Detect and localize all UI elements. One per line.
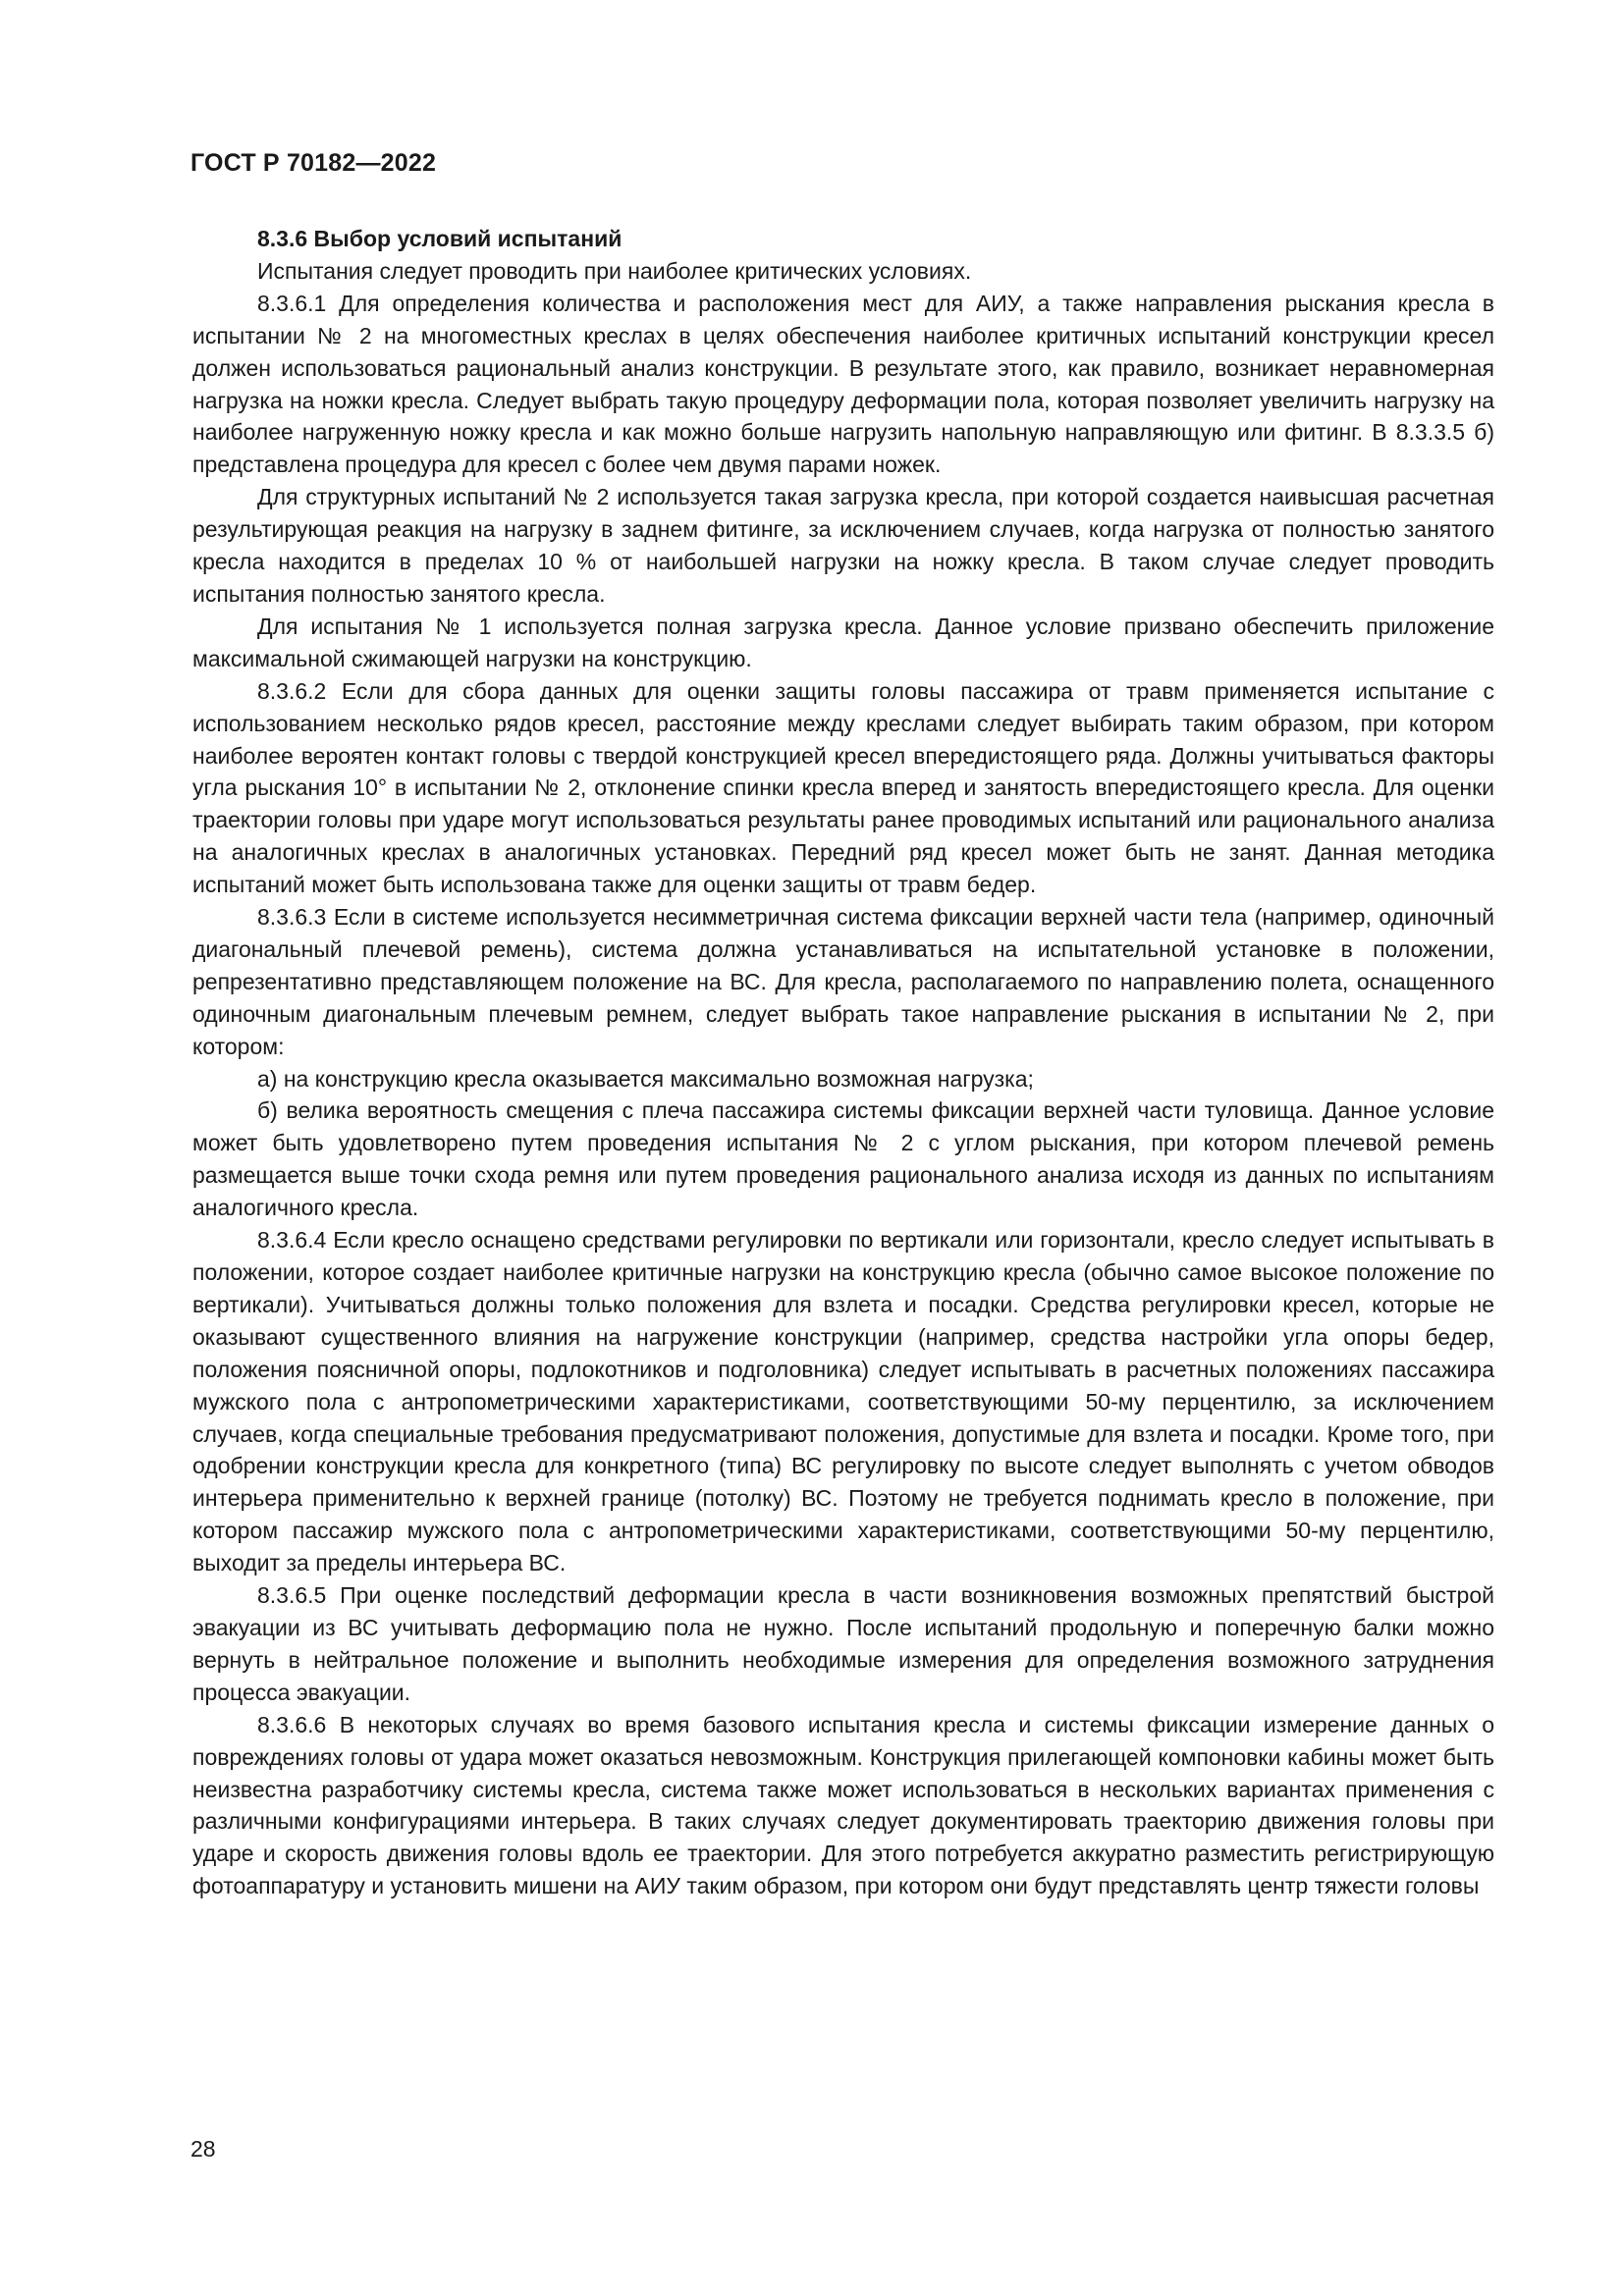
section-title: 8.3.6 Выбор условий испытаний: [257, 226, 623, 251]
document-body: [192, 223, 1494, 1902]
list-item: а) на конструкцию кресла оказывается максимально возможная нагрузка;: [257, 1065, 1034, 1092]
paragraph: Для испытания № 1 используется полная загрузка кресла. Данное условие призвано обеспечить приложение максимальной сжимающей нагрузки на конструкцию.: [192, 613, 1494, 671]
paragraph: 8.3.6.2 Если для сбора данных для оценки защиты головы пассажира от травм применяется испытание с использованием несколько рядов кресел, расстояние между креслами следует выбирать таким образом, при котором наиболее вероятен контакт головы с твердой конструкцией кресел впередистоящего ряда. Должны учитываться факторы угла рыскания 10° в испытании № 2, отклонение спинки кресла вперед и занятость впередистоящего кресла. Для оценки траектории головы при ударе могут использоваться результаты ранее проводимых испытаний или рационального анализа на аналогичных креслах в аналогичных установках. Передний ряд кресел может быть не занят. Данная методика испытаний может быть использована также для оценки защиты от травм бедер.: [192, 677, 1494, 898]
document-code-header: ГОСТ Р 70182—2022: [190, 149, 437, 177]
paragraph: 8.3.6.1 Для определения количества и расположения мест для АИУ, а также направления рыскания кресла в испытании № 2 на многоместных креслах в целях обеспечения наиболее критичных испытаний конструкции кресел должен использоваться рациональный анализ конструкции. В результате этого, как правило, возникает неравномерная нагрузка на ножки кресла. Следует выбрать такую процедуру деформации пола, которая позволяет увеличить нагрузку на наиболее нагруженную ножку кресла и как можно больше нагрузить напольную направляющую или фитинг. В 8.3.3.5 б) представлена процедура для кресел с более чем двумя парами ножек.: [192, 290, 1494, 478]
paragraph: 8.3.6.6 В некоторых случаях во время базового испытания кресла и системы фиксации измерение данных о повреждениях головы от удара может оказаться невозможным. Конструкция прилегающей компоновки кабины может быть неизвестна разработчику системы кресла, система также может использоваться в нескольких вариантах применения с различными конфигурациями интерьера. В таких случаях следует документировать траекторию движения головы при ударе и скорость движения головы вдоль ее траектории. Для этого потребуется аккуратно разместить регистрирующую фотоаппаратуру и установить мишени на АИУ таким образом, при котором они будут представлять центр тяжести головы: [192, 1711, 1494, 1899]
paragraph: Для структурных испытаний № 2 используется такая загрузка кресла, при которой создается наивысшая расчетная результирующая реакция на нагрузку в заднем фитинге, за исключением случаев, когда нагрузка от полностью занятого кресла находится в пределах 10 % от наибольшей нагрузки на ножку кресла. В таком случае следует проводить испытания полностью занятого кресла.: [192, 484, 1494, 607]
paragraph: 8.3.6.4 Если кресло оснащено средствами регулировки по вертикали или горизонтали, кресло следует испытывать в положении, которое создает наиболее критичные нагрузки на конструкцию кресла (обычно самое высокое положение по вертикали). Учитываться должны только положения для взлета и посадки. Средства регулировки кресел, которые не оказывают существенного влияния на нагружение конструкции (например, средства настройки угла опоры бедер, положения поясничной опоры, подлокотников и подголовника) следует испытывать в расчетных положениях пассажира мужского пола с антропометрическими характеристиками, соответствующими 50-му перцентилю, за исключением случаев, когда специальные требования предусматривают положения, допустимые для взлета и посадки. Кроме того, при одобрении конструкции кресла для конкретного (типа) ВС регулировку по высоте следует выполнять с учетом обводов интерьера применительно к верхней границе (потолку) ВС. Поэтому не требуется поднимать кресло в положение, при котором пассажир мужского пола с антропометрическими характеристиками, соответствующими 50-му перцентилю, выходит за пределы интерьера ВС.: [192, 1227, 1494, 1576]
paragraph: 8.3.6.5 При оценке последствий деформации кресла в части возникновения возможных препятствий быстрой эвакуации из ВС учитывать деформацию пола не нужно. После испытаний продольную и поперечную балки можно вернуть в нейтральное положение и выполнить необходимые измерения для определения возможного затруднения процесса эвакуации.: [192, 1582, 1494, 1705]
page-number: 28: [190, 2136, 216, 2162]
list-item: б) велика вероятность смещения с плеча пассажира системы фиксации верхней части туловища. Данное условие может быть удовлетворено путем проведения испытания № 2 с углом рыскания, при котором плечевой ремень размещается выше точки схода ремня или путем проведения рационального анализа исходя из данных по испытаниям аналогичного кресла.: [192, 1097, 1494, 1221]
paragraph: 8.3.6.3 Если в системе используется несимметричная система фиксации верхней части тела (например, одиночный диагональный плечевой ремень), система должна устанавливаться на испытательной установке в положении, репрезентативно представляющем положение на ВС. Для кресла, располагаемого по направлению полета, оснащенного одиночным диагональным плечевым ремнем, следует выбрать такое направление рыскания в испытании № 2, при котором:: [192, 904, 1494, 1059]
paragraph: Испытания следует проводить при наиболее критических условиях.: [257, 257, 972, 284]
